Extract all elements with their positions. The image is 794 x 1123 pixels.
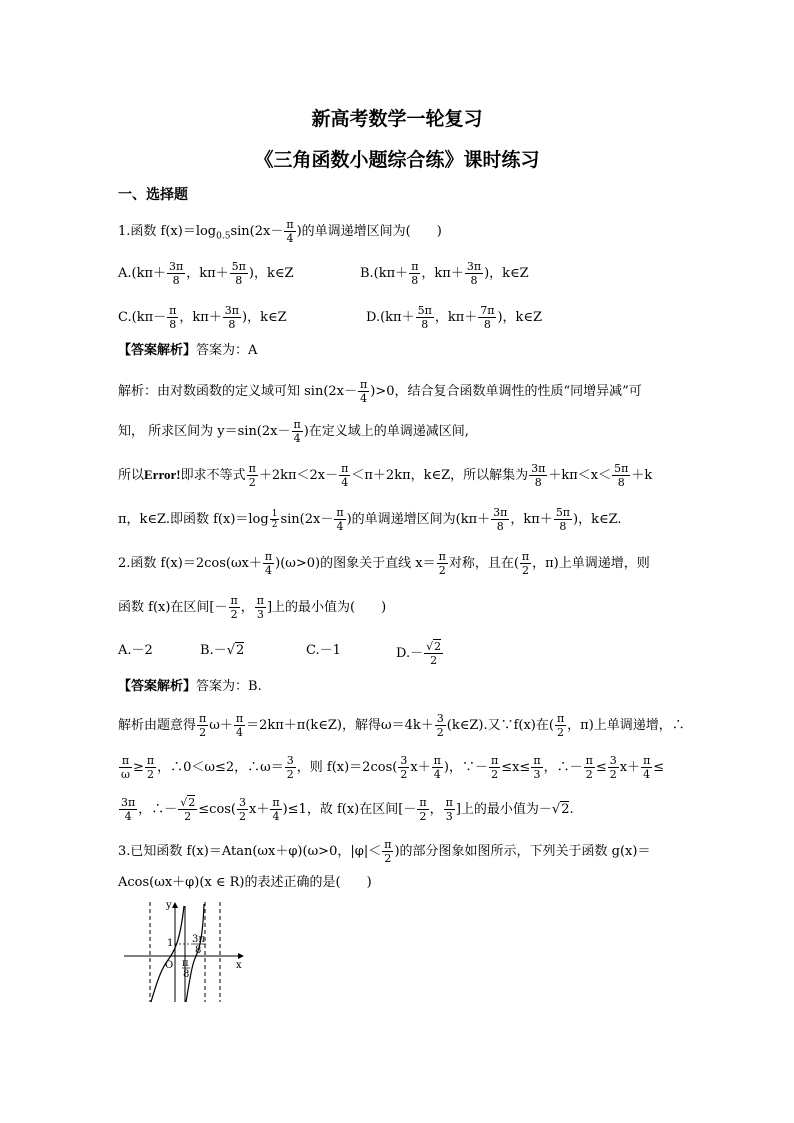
q2-stem-2: 函数 f(x)在区间[－ $\frac{\pi}{2}$ ， $\frac{\pi}{3}$ ]上的最小值为( ) [118, 594, 387, 621]
section-heading: 一、选择题 [118, 187, 188, 203]
q2-stem: 2.函数 f(x)＝2cos(ωx＋ $\frac{\pi}{4}$ )(ω>0)的图象关于直线 x＝ $\frac{\pi}{2}$ 对称，且在( $\frac{\pi}{2}$ ，π)上单调递增，则 [118, 550, 650, 577]
tangent-graph [120, 898, 250, 1004]
q2-explanation-1: 解析由题意得 $\frac{\pi}{2}$ ω＋ $\frac{\pi}{4}$ ＝2kπ＋π(k∈Z)，解得ω＝4k＋ $\frac{3}{2}$ (k∈Z).又∵f(x)在( $\frac{\pi}{2}$ ，π)上单调递增，∴ [118, 712, 685, 739]
q2-option-c: C.－1 [306, 643, 341, 658]
q3-stem-2: Acos(ωx＋φ)(x ∈ R)的表述正确的是( ) [118, 875, 372, 890]
x-label: x [236, 960, 242, 971]
pi-label: π [182, 958, 189, 969]
q1-explanation-3: 所以Error!即求不等式 $\frac{\pi}{2}$ ＋2kπ＜2x－ $\frac{\pi}{4}$ ＜π＋2kπ，k∈Z，所以解集为 $\frac{3\pi}{8}$ ＋kπ＜x＜ $\frac{5\pi}{8}$ ＋k [118, 462, 653, 489]
fraction: $\frac{\pi}{4}$ [286, 218, 294, 245]
q1-option-c: C.(kπ－ $\frac{\pi}{8}$ ，kπ＋ $\frac{3\pi}{8}$ )，k∈Z [118, 304, 287, 331]
q2-explanation-2: $\frac{\pi}{\omega}$ ≥ $\frac{\pi}{2}$ ，∴0＜ω≤2，∴ω＝ $\frac{3}{2}$ ，则 f(x)＝2cos( $\frac{3}{2}$ x＋ $\frac{\pi}{4}$ )，∵－ $\frac{\pi}{2}$ ≤x≤ $\frac{\pi}{3}$ ，∴－ $\frac{\pi}{2}$ ≤ $\frac{3}{2}$ x＋ $\frac{\pi}{4}$ ≤ [121, 754, 665, 781]
eight-label-a: 8 [195, 945, 202, 956]
q2-explanation-3: $\frac{3\pi}{4}$ ，∴－ $\frac{√2}{2}$ ≤cos( $\frac{3}{2}$ x＋ $\frac{\pi}{4}$ )≤1，故 f(x)在区间[－ $\frac{\pi}{2}$ ， $\frac{\pi}{3}$ ]上的最小值为－√2. [121, 796, 574, 823]
q1-option-a: A.(kπ＋ $\frac{3\pi}{8}$ ，kπ＋ $\frac{5\pi}{8}$ )，k∈Z [118, 260, 294, 287]
q1-option-d: D.(kπ＋ $\frac{5\pi}{8}$ ，kπ＋ $\frac{7\pi}{8}$ )，k∈Z [366, 304, 543, 331]
y-axis-arrow [172, 902, 178, 908]
q1-explanation-4: π，k∈Z.即函数 f(x)＝log $\frac{1}{2}$ sin(2x－ $\frac{\pi}{4}$ )的单调递增区间为(kπ＋ $\frac{3\pi}{8}$ ，kπ＋ $\frac{5\pi}{8}$ )，k∈Z. [118, 506, 622, 533]
q2-option-d: D.－ $\frac{√2}{2}$ [396, 640, 442, 667]
q2-answer: 【答案解析】答案为：B. [118, 679, 262, 694]
q1-option-b: B.(kπ＋ $\frac{\pi}{8}$ ，kπ＋ $\frac{3\pi}{8}$ )，k∈Z [360, 260, 529, 287]
y-label: y [166, 900, 172, 911]
x-axis-arrow [238, 953, 244, 959]
doc-title: 新高考数学一轮复习 [311, 108, 483, 130]
tan-branch-1 [151, 906, 184, 1002]
q1-explanation-1: 解析：由对数函数的定义域可知 sin(2x－ $\frac{\pi}{4}$ )>0，结合复合函数单调性的性质“同增异减”可 [118, 378, 642, 405]
one-label: 1 [167, 938, 174, 949]
three-pi-label: 3π [192, 934, 205, 945]
q2-option-a: A.－2 [118, 643, 153, 658]
origin-label: O [165, 960, 174, 971]
doc-subtitle: 《三角函数小题综合练》课时练习 [254, 149, 540, 171]
q3-stem: 3.已知函数 f(x)＝Atan(ωx＋φ)(ω>0，|φ|＜ $\frac{\pi}{2}$ )的部分图象如图所示，下列关于函数 g(x)＝ [118, 838, 651, 865]
eight-label-b: 8 [183, 969, 190, 980]
q1-explanation-2: 知， 所求区间为 y＝sin(2x－ $\frac{\pi}{4}$ )在定义域上的单调递减区间, [118, 418, 469, 445]
q1-stem: 1.函数 $f(x)=\log_{0.5}\sin(2x-$ $\frac{\pi}{4}$ )的单调递增区间为( ) [118, 218, 442, 245]
q2-option-b: B.－√2 [200, 643, 245, 658]
q1-answer: 【答案解析】答案为：A [118, 343, 258, 358]
